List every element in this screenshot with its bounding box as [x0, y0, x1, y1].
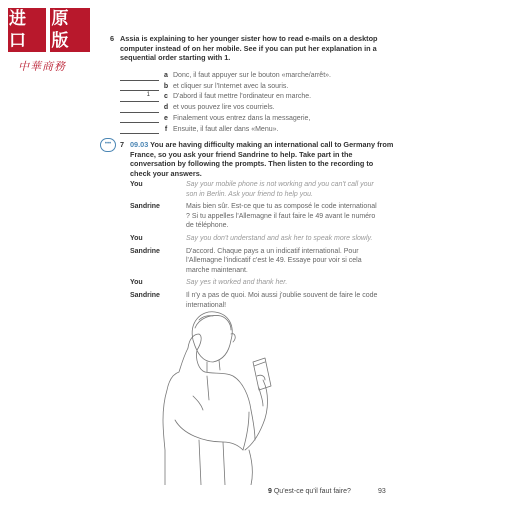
speaker-line: Mais bien sûr. Est-ce que tu as composé le code international ? Si tu appelles l'Allemagne il faut faire le 49 avant le numéro de téléphone.: [186, 203, 377, 230]
answer-blank[interactable]: 1: [120, 93, 159, 102]
sequence-item: [120, 123, 390, 134]
item-letter: f: [164, 125, 168, 133]
page-number: 93: [378, 488, 386, 495]
speaker-name: Sandrine: [130, 291, 160, 299]
exercise-instruction: Assia is explaining to her younger sister how to read e-mails on a desktop computer instead of on her mobile. See if you can put her explanation in a sequential order starting with 1.: [120, 34, 378, 63]
speaker-name: You: [130, 234, 143, 242]
speaker-prompt: Say your mobile phone is not working and you can't call your son in Berlin. Ask your friend to help you.: [186, 181, 374, 198]
sequence-list: [120, 70, 390, 134]
speaker-name: You: [130, 279, 143, 287]
exercise-6: [110, 34, 390, 63]
speaker-name: Sandrine: [130, 203, 160, 211]
answer-blank[interactable]: [120, 125, 159, 134]
sequence-item: [120, 102, 390, 113]
item-text: et cliquer sur l'Internet avec la souris.: [173, 82, 289, 90]
item-letter: d: [163, 104, 169, 112]
exercise-number: 6: [110, 34, 115, 43]
sequence-item: [120, 113, 390, 124]
logo-subtitle: 中華商務: [18, 60, 66, 73]
publisher-logo: [8, 8, 98, 76]
item-text: Finalement vous entrez dans la messagerie,: [173, 114, 311, 122]
speaker-name: You: [130, 181, 143, 188]
answer-blank[interactable]: [120, 72, 159, 81]
dialogue-line: [130, 278, 390, 288]
answer-blank[interactable]: [120, 114, 159, 123]
answer-blank[interactable]: [120, 104, 159, 113]
chapter-title: [268, 488, 351, 495]
instruction-text: You are having difficulty making an international call to Germany from France, so you ask your friend Sandrine to help. Take part in the conversation by following the prompts. Then listen to the recording to check your answers.: [130, 140, 394, 178]
chapter-number: 9: [268, 488, 272, 495]
exercise-number: 7: [120, 140, 125, 149]
dialogue-line: [130, 180, 390, 199]
dialogue-line: [130, 234, 390, 244]
item-letter: b: [163, 82, 169, 90]
item-letter: a: [164, 72, 168, 80]
answer-blank[interactable]: [120, 82, 159, 91]
logo-char: 进: [9, 9, 26, 29]
sequence-item: [120, 91, 390, 102]
item-text: et vous pouvez lire vos courriels.: [173, 104, 275, 112]
item-text: Donc, il faut appuyer sur le bouton «marche/arrêt».: [173, 72, 331, 80]
logo-char: 版: [51, 31, 69, 51]
chapter-title-text: Qu'est-ce qu'il faut faire?: [273, 488, 351, 495]
dialogue-line: [130, 202, 390, 231]
logo-char: 原: [51, 9, 69, 29]
speaker-name: Sandrine: [130, 247, 160, 255]
item-text: Ensuite, il faut aller dans «Menu».: [173, 125, 279, 133]
item-text: D'abord il faut mettre l'ordinateur en marche.: [173, 93, 312, 101]
sequence-item: [120, 70, 390, 81]
exercise-instruction: [130, 140, 395, 178]
logo-seal-left: [8, 8, 46, 52]
item-letter: c: [164, 93, 168, 101]
logo-char: 口: [9, 31, 26, 51]
man-with-phone-illustration: [103, 300, 303, 485]
sequence-item: [120, 81, 390, 92]
speaker-line: D'accord. Chaque pays a un indicatif international. Pour l'Allemagne l'indicatif c'est le 49. Essaye pour voir si cela marche maintenant.: [186, 247, 362, 274]
speaker-prompt: Say you don't understand and ask her to speak more slowly.: [186, 234, 373, 242]
speaker-line: Il n'y a pas de quoi. Moi aussi j'oublie souvent de faire le code international!: [186, 291, 378, 309]
item-letter: e: [164, 114, 168, 122]
logo-seal-right: [50, 8, 90, 52]
speech-bubble-icon: •••: [100, 138, 116, 152]
audio-track-number[interactable]: 09.03: [130, 140, 149, 149]
dialogue-line: [130, 247, 390, 276]
dialogue: [130, 180, 390, 313]
speaker-prompt: Say yes it worked and thank her.: [186, 279, 288, 287]
